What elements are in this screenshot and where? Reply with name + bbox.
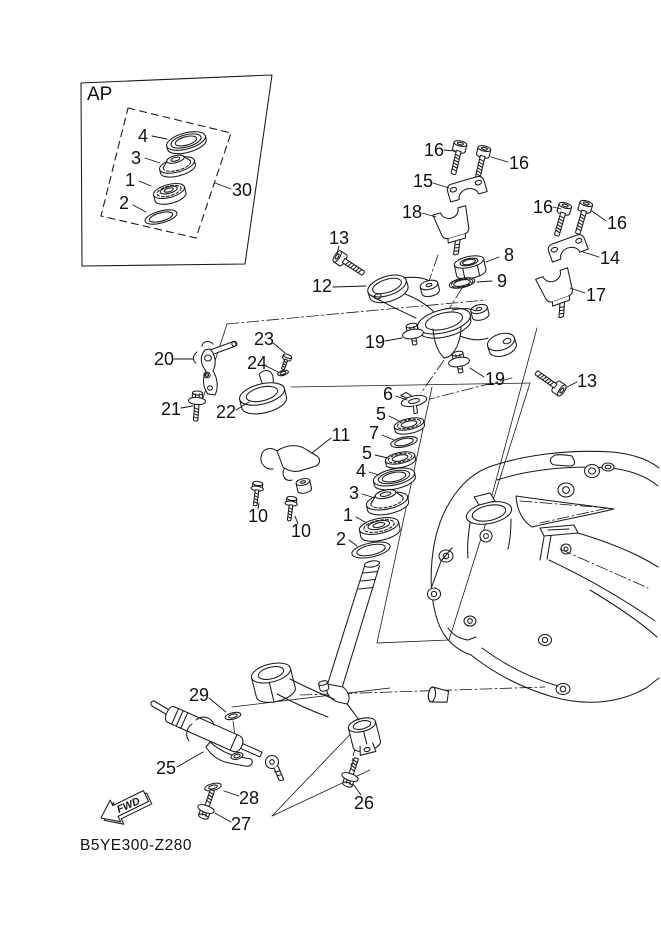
callout-number: 26 [353, 793, 375, 813]
callout-5-31 [362, 443, 388, 463]
collar-screw [279, 353, 292, 371]
callout-8-13 [486, 245, 514, 265]
lower-bearing [358, 515, 402, 545]
frame-head-tube [427, 451, 659, 704]
callout-15-7 [413, 171, 449, 191]
ring-nut-upper [393, 416, 425, 437]
callout-12-16 [312, 276, 366, 296]
callout-number: 5 [375, 404, 387, 424]
callout-1-2 [125, 170, 151, 190]
kit-dust-seal [144, 207, 179, 227]
wire-lead-guide [261, 446, 320, 495]
callout-leader-line [145, 158, 160, 163]
callout-number: 1 [124, 170, 136, 190]
callout-number: 10 [290, 521, 312, 541]
callout-number: 15 [412, 171, 434, 191]
callout-leader-line [181, 406, 193, 408]
guide-screw-left [249, 481, 264, 507]
plain-washer [390, 434, 418, 449]
callout-7-30 [369, 423, 394, 443]
callout-leader-line [583, 252, 599, 257]
callout-number: 24 [246, 353, 268, 373]
callout-leader-line [362, 494, 372, 497]
callout-14-11 [583, 248, 620, 268]
callout-21-21 [161, 399, 193, 419]
callout-leader-line [375, 455, 388, 458]
callout-leader-line [433, 183, 449, 188]
collar-washer [277, 369, 289, 376]
callout-2-3 [119, 193, 146, 213]
callout-leader-line [333, 286, 366, 287]
callout-number: 19 [484, 369, 506, 389]
fwd-label: FWD [115, 795, 142, 816]
callout-number: 4 [355, 461, 367, 481]
ap-inset [81, 75, 272, 266]
callout-leader-line [215, 183, 231, 189]
callout-19-18 [470, 368, 505, 389]
callout-22-24 [216, 402, 249, 422]
callout-number: 4 [137, 126, 149, 146]
callout-leader-line [152, 136, 167, 139]
lower-triple-clamp [249, 659, 382, 756]
handlebar-holder-rear [536, 199, 594, 321]
upper-bearing [364, 486, 410, 518]
callout-leader-line [567, 382, 577, 387]
callout-number: 9 [496, 271, 508, 291]
callout-number: 14 [599, 248, 621, 268]
callout-number: 2 [335, 529, 347, 549]
kit-upper-bearing [157, 151, 197, 180]
callout-number: 16 [606, 213, 628, 233]
callout-number: 6 [382, 384, 394, 404]
ap-inset-title: AP [87, 84, 113, 105]
damper-washer-top [224, 711, 241, 721]
callout-number: 1 [342, 505, 354, 525]
callout-number: 16 [423, 140, 445, 160]
callout-number: 13 [328, 228, 350, 248]
callout-number: 3 [130, 148, 142, 168]
callout-number: 10 [247, 506, 269, 526]
callout-number: 17 [585, 285, 607, 305]
kit-lower-bearing [152, 181, 188, 208]
callout-30-4 [215, 180, 252, 200]
lock-washer [399, 389, 429, 417]
steering-stem [325, 560, 380, 691]
callout-leader-line [177, 752, 203, 767]
callout-leader-line [356, 517, 365, 522]
callout-number: 12 [311, 276, 333, 296]
callout-number: 22 [215, 402, 237, 422]
callout-leader-line [470, 368, 484, 377]
callout-number: 29 [188, 685, 210, 705]
callout-26-40 [353, 784, 374, 813]
callout-16-5 [424, 140, 455, 160]
callout-number: 8 [503, 245, 515, 265]
callout-number: 13 [576, 371, 598, 391]
callout-leader-line [382, 435, 394, 440]
callout-leader-line [215, 813, 231, 822]
callout-28-38 [224, 788, 259, 808]
callout-11-25 [312, 425, 350, 453]
bracket-bolt [339, 755, 365, 789]
callout-number: 16 [532, 197, 554, 217]
callout-number: 21 [160, 399, 182, 419]
callout-25-37 [156, 752, 203, 778]
stem-nut-washer [448, 276, 475, 290]
callout-18-8 [402, 202, 436, 222]
callout-23-22 [254, 329, 285, 353]
callout-10-27 [291, 516, 311, 541]
upper-triple-clamp [365, 271, 519, 360]
callout-number: 28 [238, 788, 260, 808]
callout-13-19 [567, 371, 597, 391]
callout-leader-line [491, 157, 508, 162]
callout-leader-line [224, 791, 239, 796]
callout-number: 3 [348, 483, 360, 503]
callout-2-35 [336, 529, 357, 549]
stay-bolt [187, 390, 206, 421]
callout-number: 2 [118, 193, 130, 213]
callout-number: 7 [368, 423, 380, 443]
callout-17-12 [570, 285, 606, 305]
bracket-stay [193, 341, 237, 395]
callout-5-29 [376, 404, 399, 424]
dust-seal [350, 539, 391, 561]
damper-bolt [195, 787, 221, 821]
callout-1-34 [343, 505, 365, 525]
callout-number: 18 [401, 202, 423, 222]
callout-10-26 [248, 503, 268, 526]
callout-leader-line [133, 205, 146, 212]
diagram-part-code: B5YE300-Z280 [80, 837, 192, 854]
callout-number: 19 [364, 332, 386, 352]
callout-leader-line [592, 211, 606, 221]
callout-3-1 [131, 148, 160, 168]
callout-leader-line [139, 181, 151, 186]
callout-16-9 [533, 197, 561, 217]
callout-number: 16 [508, 153, 530, 173]
callout-19-17 [365, 332, 402, 352]
callout-number: 5 [361, 443, 373, 463]
fwd-arrow [101, 791, 152, 825]
kit-bearing-cover [165, 128, 209, 157]
callout-20-20 [154, 349, 193, 369]
callout-16-10 [592, 211, 627, 233]
callout-leader-line [477, 281, 492, 282]
ring-nut-lower [384, 450, 416, 471]
callout-leader-line [312, 438, 331, 453]
callout-leader-line [385, 338, 402, 341]
callout-24-23 [247, 353, 278, 373]
callout-number: 27 [230, 814, 252, 834]
callout-27-39 [215, 813, 251, 834]
callout-29-36 [189, 685, 226, 712]
callout-13-15 [329, 228, 349, 254]
callout-number: 25 [155, 758, 177, 778]
callout-16-6 [491, 153, 529, 173]
callout-leader-line [553, 207, 561, 209]
callout-leader-line [369, 472, 379, 475]
callout-leader-line [349, 540, 357, 546]
callout-leader-line [486, 257, 499, 262]
callout-number: 20 [153, 349, 175, 369]
steering-stem-nut [453, 254, 487, 282]
callout-leader-line [209, 698, 226, 712]
callout-leader-line [389, 416, 399, 421]
callout-number: 23 [253, 329, 275, 349]
callout-4-0 [138, 126, 167, 146]
callout-number: 11 [331, 425, 351, 445]
callout-number: 30 [231, 180, 253, 200]
